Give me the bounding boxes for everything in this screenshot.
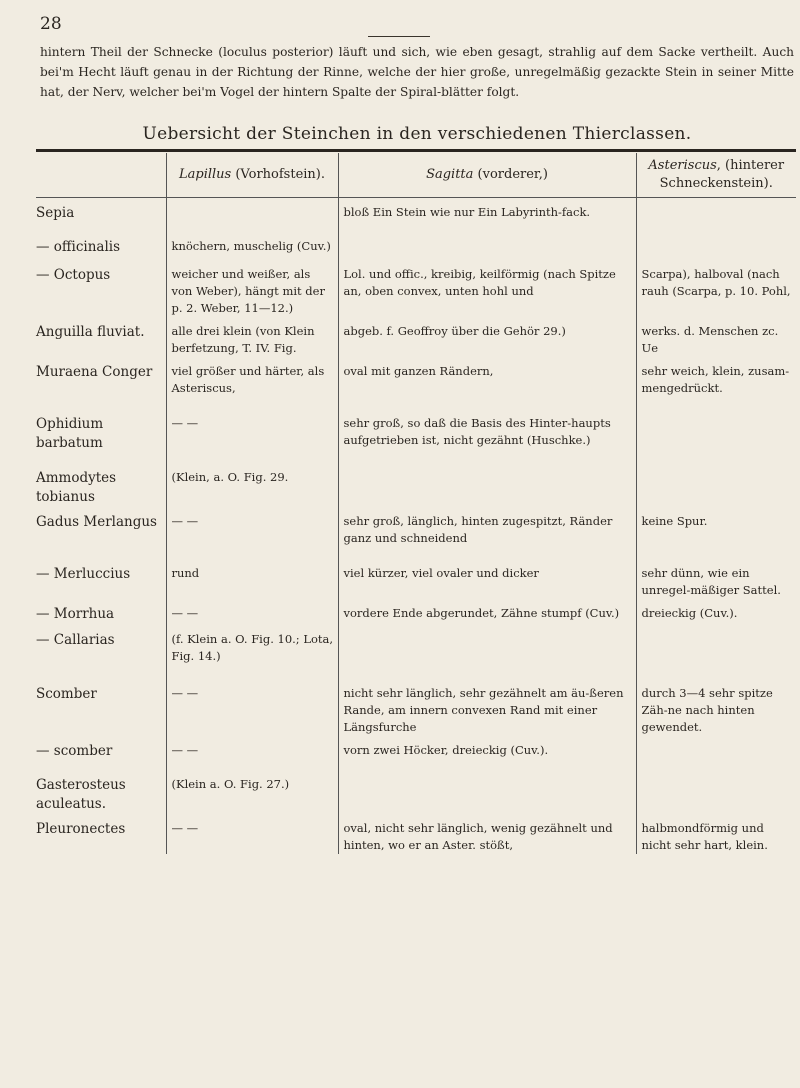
asteriscus-cell-text: dreieckig (Cuv.). (641, 605, 738, 620)
species-cell-text: — scomber (36, 742, 113, 759)
lapillus-cell-text: — — (171, 742, 199, 757)
lapillus-cell (166, 317, 338, 357)
species-cell (36, 736, 166, 770)
asteriscus-cell (636, 814, 796, 854)
lapillus-cell (166, 770, 338, 814)
header-asteriscus: Asteriscus, (hinterer Schneckenstein). (636, 153, 796, 198)
species-cell-text: — officinalis (36, 238, 121, 255)
page-number: 28 (40, 14, 62, 34)
lapillus-cell (166, 625, 338, 679)
lapillus-cell (166, 559, 338, 599)
lapillus-cell (166, 198, 338, 232)
sagitta-cell (338, 625, 636, 679)
lapillus-cell-text: rund (171, 565, 200, 580)
species-cell (36, 599, 166, 625)
asteriscus-cell-text: durch 3—4 sehr spitze Zäh-ne nach hinten gewendet. (641, 685, 773, 734)
sagitta-cell-text: Lol. und offic., kreibig, keilförmig (nach Spitze an, oben convex, unten hohl und (343, 266, 616, 298)
section-heading: Uebersicht der Steinchen in den verschiedenen Thierclassen. (142, 124, 692, 144)
lapillus-cell (166, 463, 338, 507)
table-row (36, 770, 796, 814)
lapillus-cell-text: viel größer und härter, als Asteriscus, (171, 363, 325, 395)
species-cell (36, 770, 166, 814)
table-row (36, 625, 796, 679)
sagitta-cell (338, 357, 636, 409)
lapillus-cell-text: — — (171, 605, 199, 620)
sagitta-cell (338, 736, 636, 770)
species-cell (36, 357, 166, 409)
table-row (36, 463, 796, 507)
species-cell-text: Sepia (36, 205, 75, 221)
table-row (36, 679, 796, 736)
species-cell-text: — Callarias (36, 631, 115, 648)
sagitta-cell (338, 507, 636, 559)
lapillus-cell-text: alle drei klein (von Klein berfetzung, T. IV. Fig. (171, 323, 315, 355)
lapillus-cell (166, 357, 338, 409)
species-cell (36, 232, 166, 260)
species-cell-text: Anguilla fluviat. (36, 323, 145, 340)
asteriscus-cell (636, 736, 796, 770)
header-species (36, 153, 166, 198)
overview-table (36, 153, 796, 854)
sagitta-cell-text: vordere Ende abgerundet, Zähne stumpf (Cuv.) (343, 605, 620, 620)
asteriscus-cell (636, 507, 796, 559)
table-row (36, 232, 796, 260)
species-cell-text: — Merluccius (36, 565, 131, 582)
asteriscus-cell (636, 463, 796, 507)
sagitta-cell-text: sehr groß, so daß die Basis des Hinter-haupts aufgetrieben ist, nicht gezähnt (Huschke.) (343, 415, 611, 447)
species-cell (36, 559, 166, 599)
species-cell-text: Pleuronectes (36, 820, 126, 837)
table-row (36, 814, 796, 854)
lapillus-cell (166, 599, 338, 625)
asteriscus-cell (636, 679, 796, 736)
species-cell-text: — Morrhua (36, 605, 115, 622)
table-row (36, 736, 796, 770)
species-cell (36, 814, 166, 854)
sagitta-cell-text: abgeb. f. Geoffroy über die Gehör 29.) (343, 323, 566, 338)
header-lapillus: Lapillus (Vorhofstein). (166, 153, 338, 198)
asteriscus-cell (636, 409, 796, 463)
species-cell-text: Scomber (36, 685, 97, 702)
lapillus-cell-text: — — (171, 415, 199, 430)
lapillus-cell-text: — — (171, 513, 199, 528)
table-row (36, 357, 796, 409)
table-row (36, 409, 796, 463)
sagitta-cell (338, 409, 636, 463)
species-cell-text: Ammodytes tobianus (36, 469, 117, 505)
lapillus-cell (166, 232, 338, 260)
sagitta-cell (338, 232, 636, 260)
table-row (36, 260, 796, 317)
asteriscus-cell (636, 317, 796, 357)
sagitta-cell-text: oval mit ganzen Rändern, (343, 363, 494, 378)
asteriscus-cell (636, 198, 796, 232)
table-row (36, 198, 796, 232)
lapillus-cell-text: — — (171, 820, 199, 835)
sagitta-cell (338, 814, 636, 854)
species-cell (36, 625, 166, 679)
table-top-rule (36, 149, 796, 152)
lapillus-cell-text: weicher und weißer, als von Weber), hängt mit der p. 2. Weber, 11—12.) (171, 266, 325, 315)
sagitta-cell (338, 770, 636, 814)
asteriscus-cell (636, 357, 796, 409)
lapillus-cell-text: knöchern, muschelig (Cuv.) (171, 238, 331, 253)
species-cell (36, 260, 166, 317)
sagitta-cell-text: sehr groß, länglich, hinten zugespitzt, Ränder ganz und schneidend (343, 513, 613, 545)
asteriscus-cell (636, 260, 796, 317)
asteriscus-cell-text: Scarpa), halboval (nach rauh (Scarpa, p. 10. Pohl, (641, 266, 791, 298)
asteriscus-cell-text: halbmondförmig und nicht sehr hart, klein. (641, 820, 768, 852)
species-cell-text: Muraena Conger (36, 363, 153, 380)
sagitta-cell (338, 463, 636, 507)
asteriscus-cell (636, 770, 796, 814)
table-row (36, 317, 796, 357)
lapillus-cell-text: (Klein, a. O. Fig. 29. (171, 469, 289, 484)
sagitta-cell (338, 679, 636, 736)
sagitta-cell (338, 599, 636, 625)
sagitta-cell (338, 198, 636, 232)
lapillus-cell (166, 814, 338, 854)
species-cell (36, 409, 166, 463)
header-rule (368, 36, 430, 37)
species-cell-text: — Octopus (36, 266, 111, 283)
lapillus-cell-text: (Klein a. O. Fig. 27.) (171, 776, 290, 791)
sagitta-cell (338, 559, 636, 599)
asteriscus-cell-text: keine Spur. (641, 513, 708, 528)
sagitta-cell (338, 260, 636, 317)
species-cell (36, 679, 166, 736)
lapillus-cell (166, 736, 338, 770)
table-row (36, 599, 796, 625)
table-header-row (36, 153, 796, 198)
table-row (36, 559, 796, 599)
species-cell (36, 507, 166, 559)
table-row (36, 507, 796, 559)
species-cell (36, 198, 166, 232)
lapillus-cell (166, 409, 338, 463)
asteriscus-cell (636, 232, 796, 260)
asteriscus-cell (636, 599, 796, 625)
intro-paragraph: hintern Theil der Schnecke (loculus posterior) läuft und sich, wie eben gesagt, strahlig auf dem Sacke vertheilt. Auch bei'm Hecht läuft genau in der Richtung der Rinne, welche der hier große, unregelmäßig gezackte Stein in seiner Mitte hat, der Nerv, welcher bei'm Vogel der hintern Spalte der Spiral-blätter folgt. (40, 45, 794, 99)
lapillus-cell-text: — — (171, 685, 199, 700)
header-sagitta: Sagitta (vorderer,) (338, 153, 636, 198)
lapillus-cell (166, 260, 338, 317)
species-cell-text: Gasterosteus aculeatus. (36, 776, 126, 812)
species-cell (36, 317, 166, 357)
sagitta-cell (338, 317, 636, 357)
species-cell (36, 463, 166, 507)
sagitta-cell-text: viel kürzer, viel ovaler und dicker (343, 565, 539, 580)
sagitta-cell-text: nicht sehr länglich, sehr gezähnelt am äu-ßeren Rande, am innern convexen Rand mit einer Längsfurche (343, 685, 624, 734)
asteriscus-cell-text: werks. d. Menschen zc. Ue (641, 323, 779, 355)
species-cell-text: Ophidium barbatum (36, 415, 104, 451)
sagitta-cell-text: bloß Ein Stein wie nur Ein Labyrinth-fack. (343, 205, 591, 219)
asteriscus-cell (636, 625, 796, 679)
asteriscus-cell-text: sehr dünn, wie ein unregel-mäßiger Sattel. (641, 565, 781, 597)
species-cell-text: Gadus Merlangus (36, 513, 157, 530)
sagitta-cell-text: vorn zwei Höcker, dreieckig (Cuv.). (343, 742, 549, 757)
sagitta-cell-text: oval, nicht sehr länglich, wenig gezähnelt und hinten, wo er an Aster. stößt, (343, 820, 613, 852)
lapillus-cell (166, 507, 338, 559)
lapillus-cell-text: (f. Klein a. O. Fig. 10.; Lota, Fig. 14.) (171, 631, 334, 663)
lapillus-cell (166, 679, 338, 736)
asteriscus-cell-text: sehr weich, klein, zusam-mengedrückt. (641, 363, 790, 395)
asteriscus-cell (636, 559, 796, 599)
